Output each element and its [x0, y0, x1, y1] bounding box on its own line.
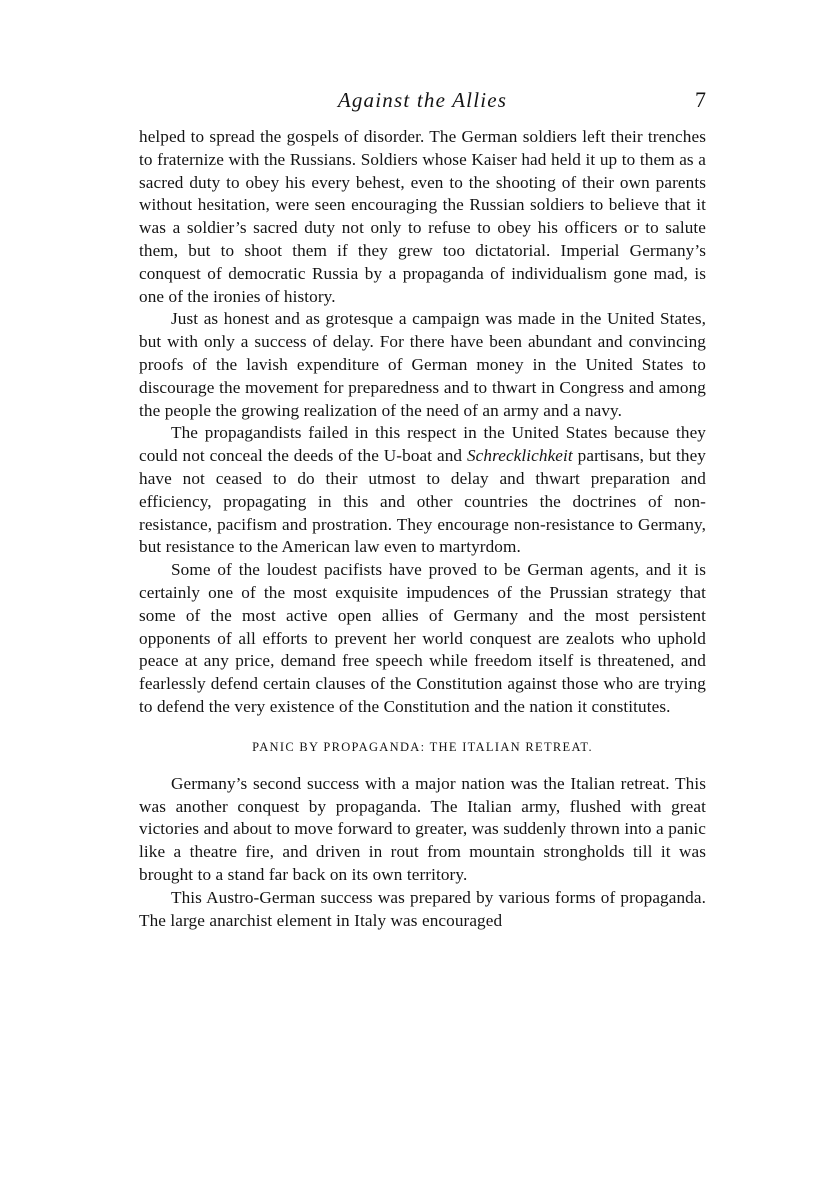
- page-number: 7: [695, 87, 706, 112]
- running-head: [139, 88, 706, 120]
- paragraph-2: Just as honest and as grotesque a campaign was made in the United States, but with only a success of delay. For there have been abundant and convincing proofs of the lavish expenditure of German money in the United States to discourage the movement for preparedness and to thwart in Congress and among the people the growing realization of the need of an army and a navy.: [139, 309, 706, 420]
- body-text: [139, 126, 706, 932]
- paragraph-3-text-before-term: The propagandists failed in this respect in the United States because they could not conceal the deeds of the U-boat and: [139, 423, 706, 466]
- paragraph-6: This Austro-German success was prepared by various forms of propaganda. The large anarchist element in Italy was encouraged: [139, 887, 706, 930]
- paragraph-3-text-after-term: partisans, but they have not ceased to do their utmost to delay and thwart preparation and efficiency, propagating in this and other countries the doctrines of non-resistance, pacifism and prostration. They encourage non-resistance to Germany, but resistance to the American law even to martyrdom.: [139, 446, 706, 557]
- paragraph-5: Germany’s second success with a major nation was the Italian retreat. This was another conquest by propaganda. The Italian army, flushed with great victories and about to move forward to greater, was suddenly thrown into a panic like a theatre fire, and driven in rout from mountain strongholds till it was brought to a stand far back on its own territory.: [139, 773, 706, 884]
- section-heading: PANIC BY PROPAGANDA: THE ITALIAN RETREAT.: [252, 739, 593, 754]
- italic-term: Schrecklichkeit: [466, 446, 573, 466]
- paragraph-3: [139, 422, 706, 559]
- paragraph-4: Some of the loudest pacifists have proved to be German agents, and it is certainly one of the most exquisite impudences of the Prussian strategy that some of the most active open allies of Germany and the most persistent opponents of all efforts to prevent her world conquest are zealots who uphold peace at any price, demand free speech while freedom itself is threatened, and fearlessly defend certain clauses of the Constitution against those who are trying to defend the very existence of the Constitution and the nation it constitutes.: [139, 560, 706, 716]
- paragraph-1: helped to spread the gospels of disorder. The German soldiers left their trenches to fraternize with the Russians. Soldiers whose Kaiser had held it up to them as a sacred duty to obey his every behest, even to the shooting of their own parents without hesitation, were seen encouraging the Russian soldiers to believe that it was a soldier’s sacred duty not only to refuse to obey his officers or to salute them, but to shoot them if they grew too dictatorial. Imperial Germany’s conquest of democratic Russia by a propaganda of individualism gone mad, is one of the ironies of history.: [139, 127, 706, 306]
- running-title: Against the Allies: [337, 88, 508, 112]
